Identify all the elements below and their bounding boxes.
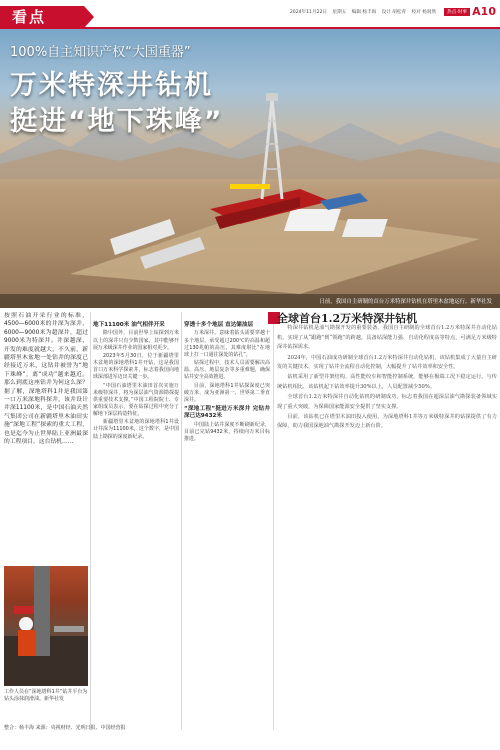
- headline-line-2: 挺进“地下珠峰”: [10, 106, 224, 137]
- photo-caption: 工作人员在“深地塔科1井”钻井平台为钻头涂抹润滑油。新华社发: [4, 689, 88, 702]
- paragraph: 钻探过程中，技术人员需要解决高温、高压、地层复杂等多重难题，确保钻井安全高效推进。: [184, 360, 270, 381]
- hero-photo: [0, 29, 500, 308]
- masthead: [0, 0, 500, 28]
- headline-line-1: 万米特深井钻机: [10, 70, 213, 101]
- paragraph: 新疆塔里木盆地的深地塔科1井设计井深为11100米，这个数字，是中国陆上勘探的深度新纪录。: [93, 419, 179, 440]
- paragraph: 目前，该钻机已在塔里木油田投入使用，为深地塔科1井等万米级特深井的钻探提供了有力保障，助力我国深地油气勘探开发迈上新台阶。: [277, 414, 497, 430]
- sidebar-article: [277, 312, 497, 692]
- column-divider: [90, 312, 91, 730]
- paragraph: 万米深井，意味着钻头需要穿越十多个地层，承受超过200℃的高温和超过130兆帕的高压，其难度堪比“在地球上打一口通往深处的钻孔”。: [184, 330, 270, 358]
- lead-column: [4, 312, 88, 564]
- paragraph: 目前，深地塔科1井钻探深度已突破万米，成为亚洲第一、世界第二垂直深井。: [184, 382, 270, 403]
- paragraph: 全球首台1.2万米特深井自动化钻机的研制成功，标志着我国在超深层油气勘探装备领域实现了重大突破，为保障国家能源安全提供了坚实支撑。: [277, 394, 497, 410]
- paragraph: 2024年，中国石油成功研制全球首台1.2万米特深井自动化钻机，该钻机集成了大量自主研发的关键技术，实现了钻井全流程自动化控制，大幅提升了钻井效率和安全性。: [277, 354, 497, 371]
- worker-on-rig-icon: [4, 566, 88, 686]
- paragraph: 中国陆上钻井深度不断刷新纪录，目前已完钻9432米，持续向万米目标推进。: [184, 421, 270, 443]
- paragraph: 特深井钻机是油气勘探开发的重要装备。我国自主研制的全球首台1.2万米特深井自动化钻机，实现了从“跟跑”到“领跑”的跨越，具备钻深能力强、自动化程度高等特点，可满足万米级特深井钻探需求。: [277, 325, 497, 351]
- sources-line: 整合：杨丰海 来源：央视财经、光明日报、中国经营报: [4, 725, 126, 731]
- page-number: A10: [472, 5, 496, 18]
- designer: 设计 胡松青: [381, 10, 407, 15]
- article-column-3: [184, 320, 270, 728]
- proofreader: 校对 杨润然: [411, 10, 436, 15]
- paragraph: “中国石油塔里木油田首次实施万米级特深井，将为深层油气资源勘探提供重要技术支撑。”中国工程院院士、专家组成员表示，要在钻探过程中充分了解地下深层构造特征。: [93, 382, 179, 418]
- article-column-2: [93, 320, 179, 728]
- editor: 编辑 杨丰海: [351, 10, 377, 15]
- weekday: 星期五: [332, 10, 347, 15]
- section-tag: 看点: [0, 6, 84, 28]
- worker-photo: [4, 566, 88, 686]
- subhead-strata: 穿透十多个地层 直达储油层: [184, 322, 254, 328]
- subhead-deep-earth: “深地工程”挺进万米深井 完钻井深已达9432米: [184, 405, 270, 420]
- hero-caption: 日前，我国自主研制的首台万米特深井钻机在塔里木盆地运行。新华社发: [319, 299, 492, 305]
- subhead-underground: 地下11100米 油气相伴开采: [93, 322, 165, 328]
- dateline: [286, 9, 436, 15]
- date: 2024年11月22日: [289, 10, 328, 15]
- column-divider: [181, 312, 182, 730]
- lead-paragraph: 按照石油开采行业的标准，4500—6000米的井深为深井，6000—9000米为超深井，超过9000米为特深井。井深越深，开发的难度就越大，不久前，新疆塔里木盆地一处钻井的深度已经接近万米，这钻井被誉为“地下珠峰”，离“成功”越来越近。那么到底这座钻井为何这么深？据了解，深地塔科1井是我国第一口万米深地科探井，该井设计井深11100米，是中国石油天然气集团公司在新疆塔里木油田实施“深地工程”探索的重大工程，也是迄今为止世界陆上亚洲最深的工程项目，这台钻机……: [4, 313, 88, 446]
- section-badge: 热点·时事: [444, 8, 470, 16]
- paragraph: 钻机采用了新型井架结构、高性能绞车和智能控制系统，能够在极端工况下稳定运行。与传统钻机相比，该钻机起下钻效率提升30%以上，人员配置减少50%。: [277, 374, 497, 390]
- hero-caption-bar: [0, 294, 500, 308]
- paragraph: 除中国外，目前世界上钻探到万米以上的深井只有少数国家，其中能够开展万米级深井作业的国家相对更少。: [93, 330, 179, 351]
- column-divider: [273, 312, 274, 730]
- paragraph: 2023年5月30日，位于新疆塔里木盆地的深地塔科1井开钻，这是我国首口万米科学探索井，标志着我国向地球深部进军迈出关键一步。: [93, 352, 179, 381]
- sidebar-title: 全球首台1.2万米特深井钻机: [277, 312, 418, 325]
- hero-kicker: 100%自主知识产权“大国重器”: [10, 45, 191, 60]
